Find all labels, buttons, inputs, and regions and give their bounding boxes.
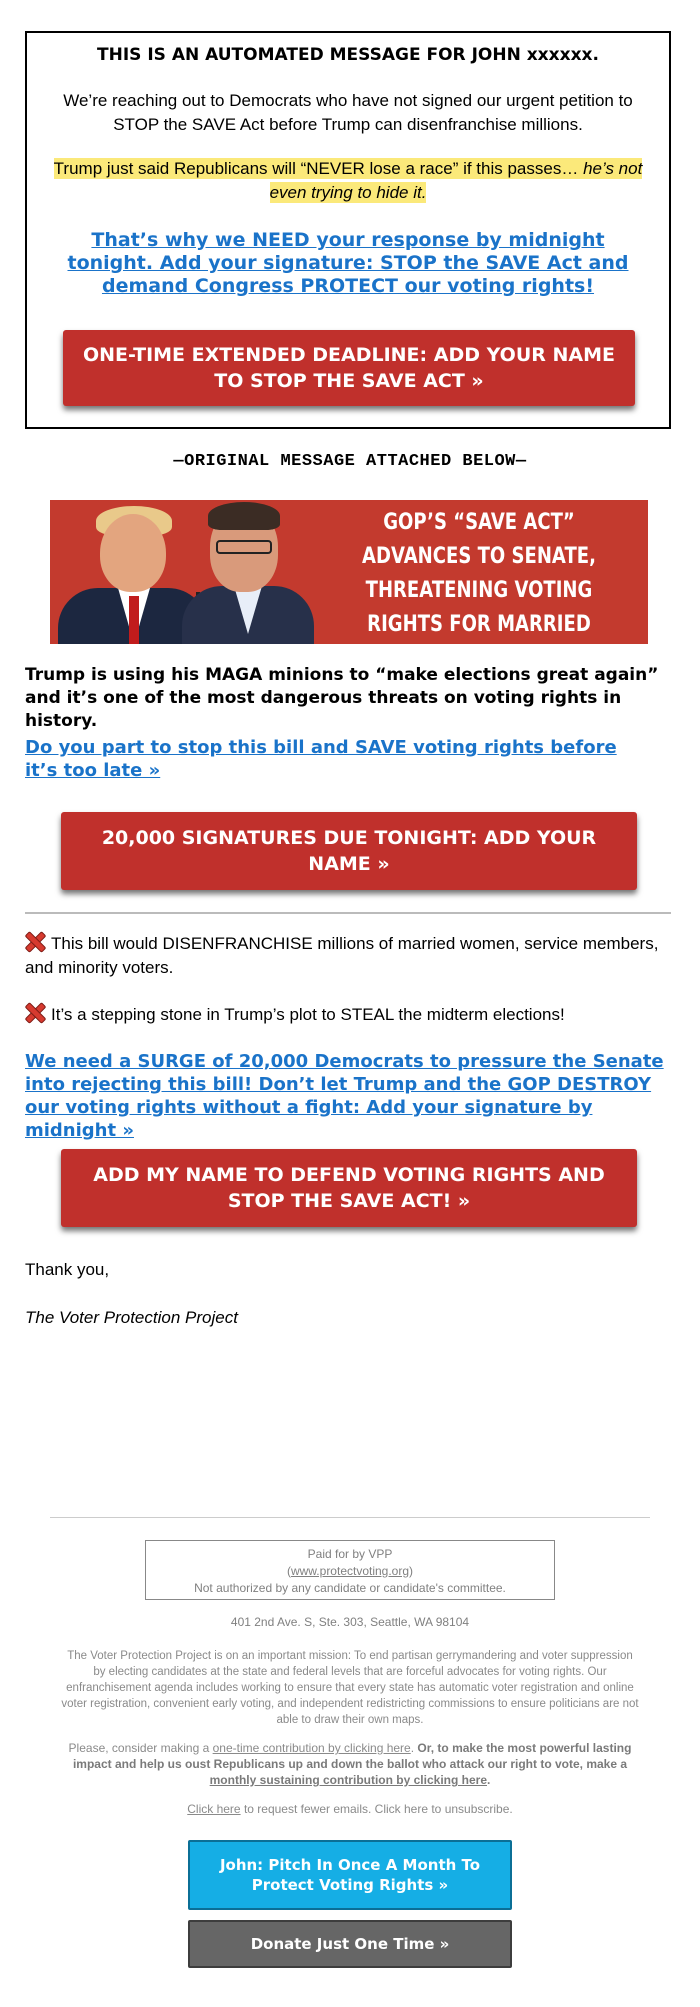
- red-x-icon: [25, 932, 45, 952]
- mission-text: The Voter Protection Project is on an important mission: To end partisan gerrymandering and voter suppression by electing candidates at the state and federal levels that are forceful advocates for voting rights. Our enfranchisement agenda includes working to ensure that every state has automatic voter registration and online voter registration, convenient early voting, and independent redistricting commissions to ensure politicians are not able to draw their own maps.: [61, 1650, 639, 1726]
- paid-for-box: [145, 1540, 555, 1600]
- notice-highlight: [45, 157, 651, 205]
- banner-image[interactable]: [50, 500, 648, 644]
- divider-line: [25, 912, 671, 914]
- automated-notice-box: [25, 31, 671, 429]
- site-link[interactable]: www.protectvoting.org: [290, 1564, 410, 1578]
- monthly-contribution-link[interactable]: monthly sustaining contribution by clicking here: [209, 1773, 487, 1787]
- notice-signature-link[interactable]: That’s why we NEED your response by midnight tonight. Add your signature: STOP the SAVE Act and demand Congress PROTECT our voting rights!: [67, 229, 629, 297]
- highlight-text: Trump just said Republicans will “NEVER lose a race” if this passes…: [53, 159, 579, 178]
- banner-person-left-face: [100, 514, 166, 592]
- bullet-text: This bill would DISENFRANCHISE millions of married women, service members, and minority voters.: [25, 934, 659, 977]
- stop-bill-link[interactable]: Do you part to stop this bill and SAVE voting rights before it’s too late »: [25, 737, 617, 781]
- bullet-text: It’s a stepping stone in Trump’s plot to STEAL the midterm elections!: [51, 1005, 565, 1024]
- please-pre: Please, consider making a: [68, 1741, 213, 1755]
- notice-title: THIS IS AN AUTOMATED MESSAGE FOR JOHN xxxxxx.: [97, 45, 599, 65]
- site-line: (www.protectvoting.org): [286, 1564, 414, 1578]
- banner-person-left-tie: [129, 596, 139, 644]
- unsubscribe-text[interactable]: to request fewer emails. Click here to unsubscribe.: [240, 1802, 513, 1816]
- signature: The Voter Protection Project: [25, 1308, 238, 1327]
- one-time-donation-button[interactable]: Donate Just One Time »: [188, 1920, 512, 1968]
- signatures-due-button[interactable]: 20,000 SIGNATURES DUE TONIGHT: ADD YOUR NAME »: [61, 812, 637, 890]
- disclaimer-text: Not authorized by any candidate or candidate's committee.: [194, 1581, 506, 1595]
- fewer-emails-link[interactable]: Click here: [187, 1802, 241, 1816]
- lead-paragraph: Trump is using his MAGA minions to “make elections great again” and it’s one of the most dangerous threats on voting rights in history.: [25, 665, 659, 731]
- highlight-italic: he’s not even trying to hide it.: [269, 159, 643, 202]
- please-bold: Or, to make the most powerful lasting impact and help us oust Republicans up and down the ballot who attack our right to vote, make a: [72, 1741, 632, 1771]
- paid-by-text: Paid for by VPP: [307, 1547, 393, 1561]
- banner-headline: GOP’S “SAVE ACT” ADVANCES TO SENATE, THREATENING VOTING RIGHTS FOR MARRIED: [362, 510, 596, 637]
- monthly-donation-button[interactable]: John: Pitch In Once A Month To Protect Voting Rights »: [188, 1840, 512, 1910]
- bullet-item: [25, 932, 675, 980]
- bullet-item: [25, 1003, 675, 1027]
- closing-thanks: Thank you,: [25, 1260, 110, 1279]
- banner-person-right-hair: [208, 502, 280, 530]
- one-time-contribution-link[interactable]: one-time contribution by clicking here: [212, 1741, 411, 1755]
- please-mid: .: [410, 1741, 418, 1755]
- notice-intro: We’re reaching out to Democrats who have not signed our urgent petition to STOP the SAVE Act before Trump can disenfranchise millions.: [63, 91, 633, 134]
- contribution-text: [60, 1740, 640, 1788]
- mailing-address: 401 2nd Ave. S, Ste. 303, Seattle, WA 98104: [230, 1615, 470, 1629]
- footer-divider: [50, 1517, 650, 1518]
- red-x-icon: [25, 1003, 45, 1023]
- unsubscribe-line: [0, 1802, 700, 1816]
- original-message-divider: —ORIGINAL MESSAGE ATTACHED BELOW—: [173, 452, 527, 471]
- extended-deadline-button[interactable]: ONE-TIME EXTENDED DEADLINE: ADD YOUR NAME TO STOP THE SAVE ACT »: [63, 330, 635, 406]
- defend-voting-rights-button[interactable]: ADD MY NAME TO DEFEND VOTING RIGHTS AND STOP THE SAVE ACT! »: [61, 1149, 637, 1227]
- please-end: .: [487, 1773, 491, 1787]
- surge-link[interactable]: We need a SURGE of 20,000 Democrats to pressure the Senate into rejecting this bill! Don’t let Trump and the GOP DESTROY our voting rights without a fight: Add your signature by midnight »: [25, 1051, 664, 1141]
- banner-glasses: [216, 540, 272, 554]
